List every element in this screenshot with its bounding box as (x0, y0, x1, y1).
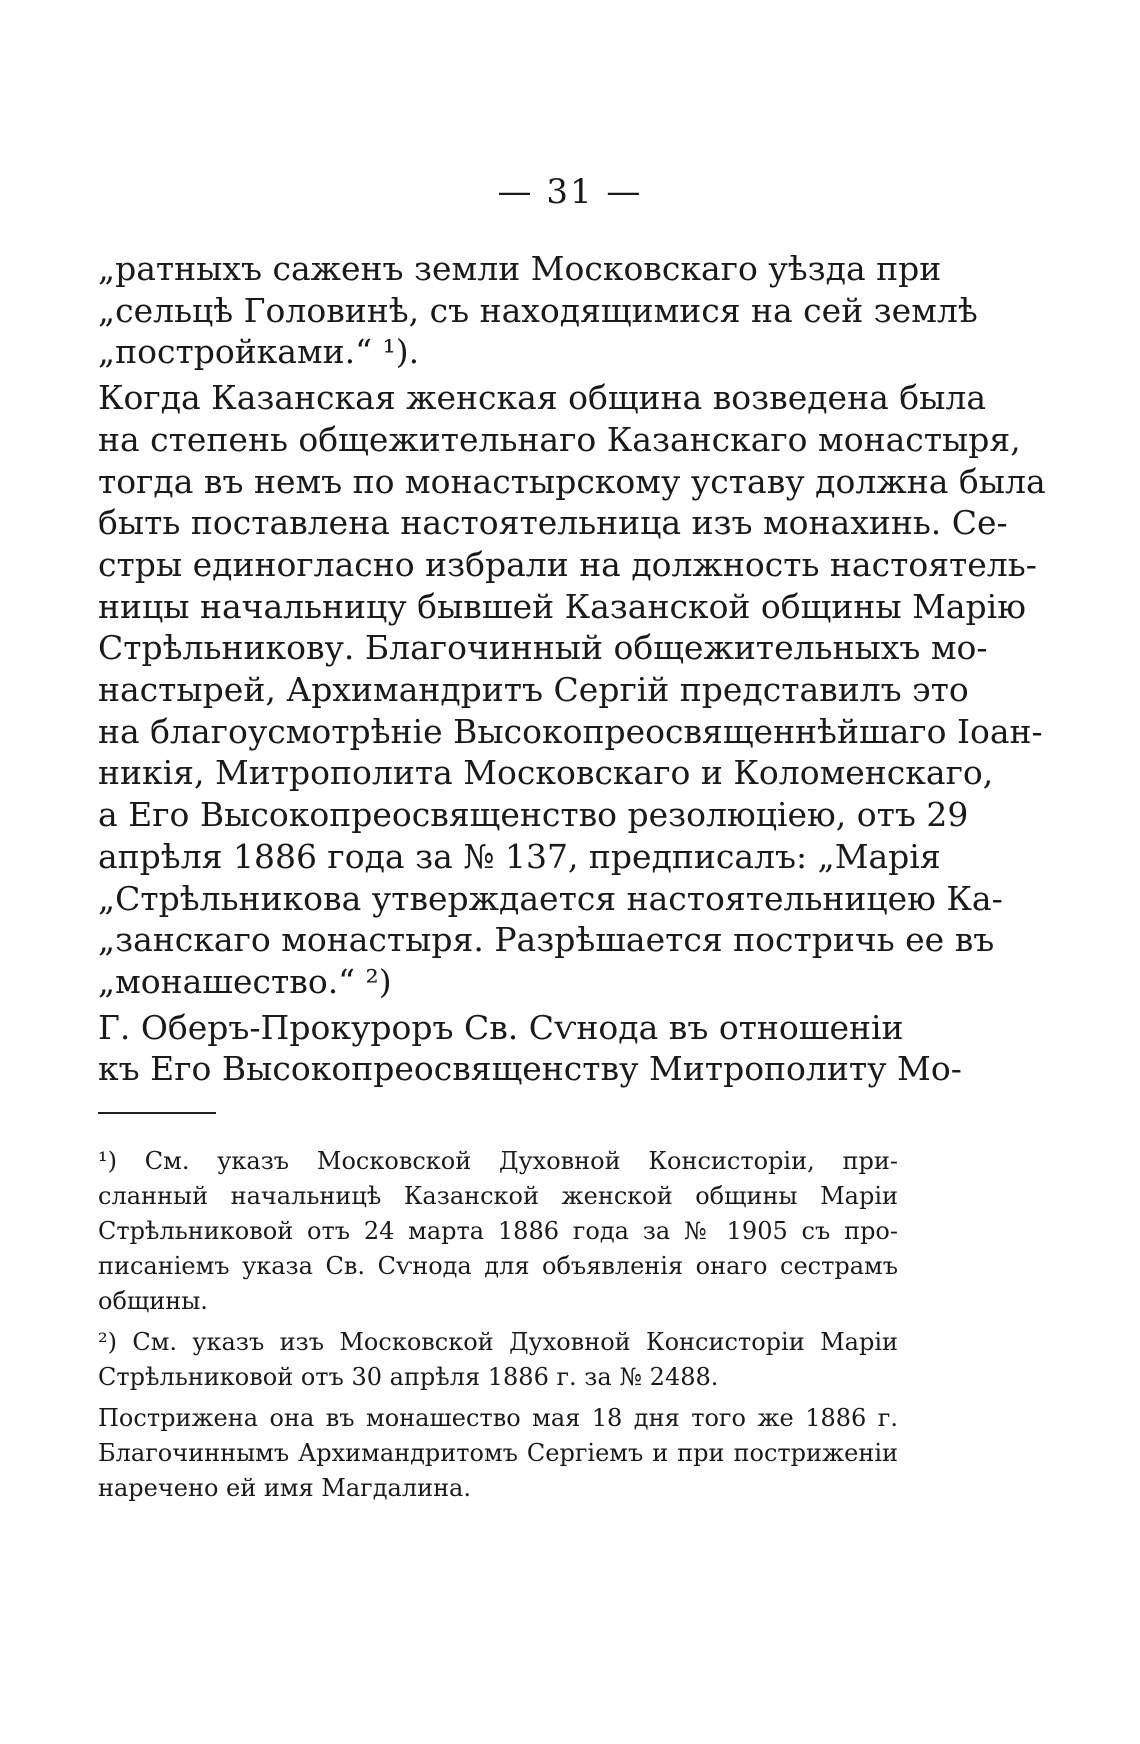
text-line: Стрѣльникову. Благочинный общежительныхъ мо- (98, 628, 988, 668)
text-line: тогда въ немъ по монастырскому уставу должна была (98, 461, 1046, 501)
text-line: апрѣля 1886 года за № 137, предписалъ: „Марія (98, 836, 941, 876)
footnote-line: Стрѣльниковой отъ 30 апрѣля 1886 г. за № 2488. (98, 1363, 719, 1391)
main-text (98, 248, 1046, 1090)
footnote-line: ¹) См. указъ Московской Духовной Консисторіи, при- (98, 1147, 898, 1175)
text-line: быть поставлена настоятельница изъ монахинь. Се- (98, 503, 1008, 543)
text-line: „занскаго монастыря. Разрѣшается постричь ее въ (98, 920, 995, 960)
text-line: „ратныхъ саженъ земли Московскаго уѣзда при (98, 249, 942, 288)
footnote-3 (98, 1401, 898, 1506)
footnote-line: наречено ей имя Магдалина. (98, 1474, 471, 1502)
text-line: на благоусмотрѣніе Высокопреосвященнѣйшаго Іоан- (98, 711, 1043, 751)
footnote-divider (98, 1112, 216, 1114)
text-line: Когда Казанская женская община возведена была (98, 378, 987, 418)
text-line: стры единогласно избрали на должность настоятель- (98, 544, 1037, 584)
footnote-line: писаніемъ указа Св. Сѵнода для объявленія онаго сестрамъ (98, 1252, 898, 1280)
footnote-line: общины. (98, 1287, 208, 1315)
footnote-line: сланный начальницѣ Казанской женской общины Маріи (98, 1182, 898, 1210)
footnote-line: Стрѣльниковой отъ 24 марта 1886 года за № 1905 съ про- (98, 1217, 898, 1245)
footnote-1 (98, 1144, 898, 1319)
text-line: настырей, Архимандритъ Сергій представилъ это (98, 670, 969, 710)
text-line: Г. Оберъ-Прокуроръ Св. Сѵнода въ отношеніи (98, 1007, 904, 1047)
text-line: „постройками.“ ¹). (98, 332, 420, 372)
footnote-line: Пострижена она въ монашество мая 18 дня того же 1886 г. (98, 1404, 898, 1432)
page-number: — 31 — (497, 172, 643, 212)
footnote-line: ²) См. указъ изъ Московской Духовной Консисторіи Маріи (98, 1328, 898, 1356)
footnote-2 (98, 1325, 898, 1395)
text-line: къ Его Высокопреосвященству Митрополиту Мо- (98, 1049, 962, 1089)
text-line: „сельцѣ Головинѣ, съ находящимися на сей землѣ (98, 290, 978, 330)
text-line: на степень общежительнаго Казанскаго монастыря, (98, 419, 1021, 459)
text-line: ницы начальницу бывшей Казанской общины Марію (98, 586, 1026, 626)
text-line: „монашество.“ ²) (98, 961, 392, 1001)
text-line: „Стрѣльникова утверждается настоятельницею Ка- (98, 878, 1003, 918)
footnote-line: Благочиннымъ Архимандритомъ Сергіемъ и при постриженіи (98, 1439, 898, 1467)
footnotes (98, 1144, 898, 1506)
text-line: никія, Митрополита Московскаго и Коломенскаго, (98, 753, 994, 793)
text-line: а Его Высокопреосвященство резолюціею, отъ 29 (98, 795, 969, 835)
